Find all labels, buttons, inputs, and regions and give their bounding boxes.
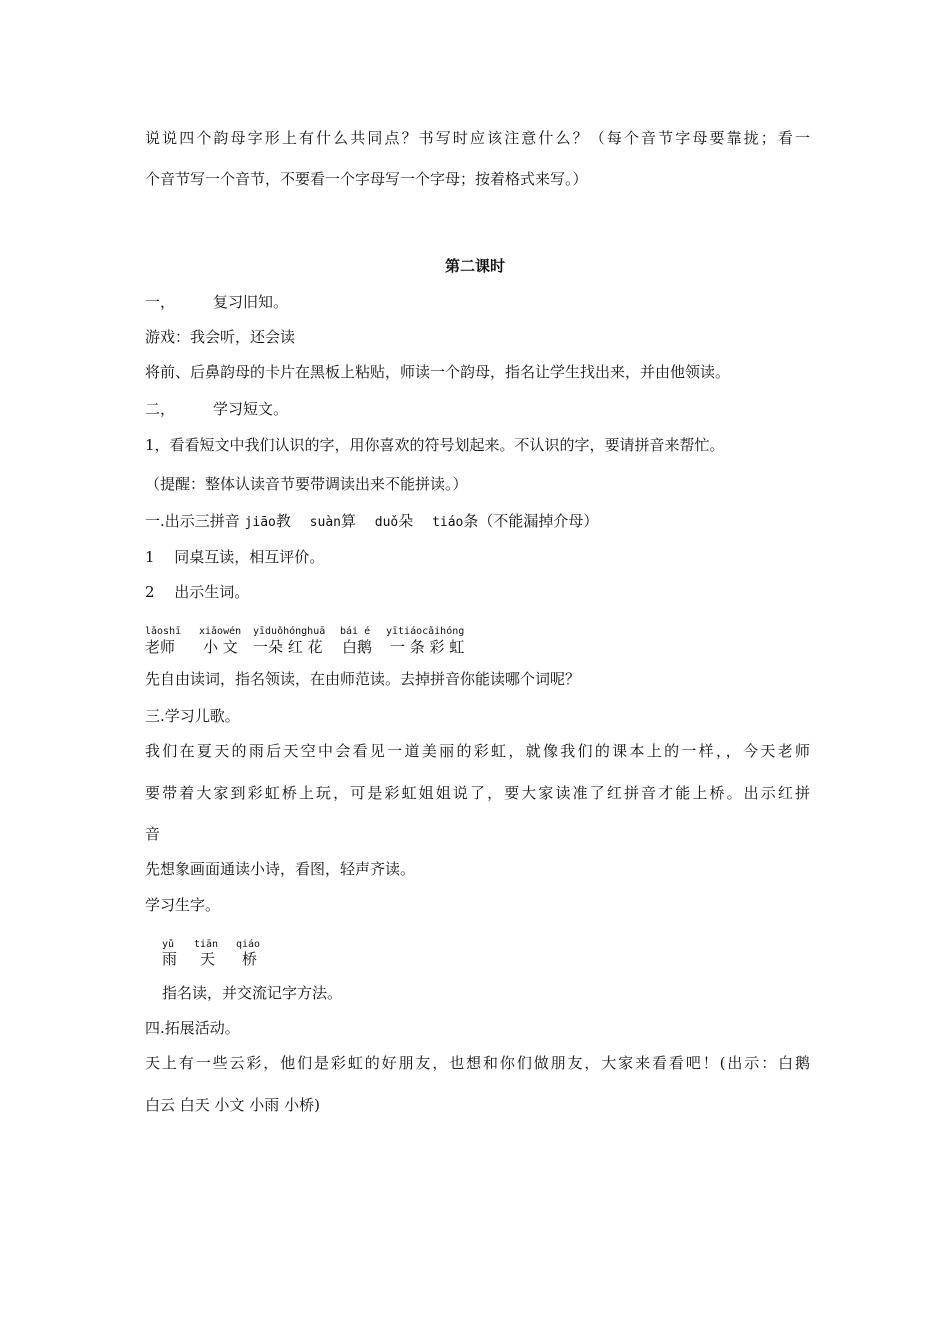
char-qiao: 桥 bbox=[242, 950, 258, 968]
triple-pinyin-suffix: （不能漏掉介母） bbox=[478, 512, 599, 530]
intro-line-2: 个音节写一个音节，不要看一个字母写一个字母；按着格式来写。） bbox=[145, 170, 588, 188]
rainbow-line-3: 音 bbox=[145, 825, 161, 843]
char-tiao: 条 bbox=[463, 512, 479, 530]
read-words: 先自由读词，指名领读，在由师范读。去掉拼音你能读哪个词呢？ bbox=[145, 670, 581, 688]
rainbow-line-2: 要带着大家到彩虹桥上玩，可是彩虹姐姐说了，要大家读准了红拼音才能上桥。出示红拼 bbox=[145, 784, 810, 802]
triple-pinyin-line bbox=[145, 511, 810, 533]
characters-method: 指名读，并交流记字方法。 bbox=[162, 984, 343, 1002]
word-yiduohonghua: 一朵 红 花 bbox=[253, 638, 323, 656]
pinyin-tian: tiān bbox=[194, 939, 219, 950]
section-three-heading: 三.学习儿歌。 bbox=[145, 707, 240, 725]
intro-line-1: 说说四个韵母字形上有什么共同点？书写时应该注意什么？（每个音节字母要靠拢；看一 bbox=[145, 129, 810, 147]
pinyin-qiao: qiáo bbox=[236, 939, 261, 950]
step-one: 1，看看短文中我们认识的字，用你喜欢的符号划起来。不认识的字，要请拼音来帮忙。 bbox=[145, 436, 725, 454]
section-one-number: 一， bbox=[145, 293, 176, 311]
word-laoshi: 老师 bbox=[145, 638, 176, 656]
pinyin-suan: suàn bbox=[309, 515, 341, 530]
pinyin-yu: yǔ bbox=[162, 939, 175, 950]
pinyin-tiao: tiáo bbox=[432, 515, 464, 530]
section-four-heading: 四.拓展活动。 bbox=[145, 1019, 240, 1037]
step-show-words: 2 出示生词。 bbox=[145, 583, 250, 601]
game-title: 游戏：我会听，还会读 bbox=[145, 328, 296, 346]
triple-pinyin-prefix: 一.出示三拼音 bbox=[145, 512, 240, 530]
game-description: 将前、后鼻韵母的卡片在黑板上粘贴，师读一个韵母，指名让学生找出来，并由他领读。 bbox=[145, 363, 731, 381]
pinyin-yiduohonghua: yīduǒhónghuā bbox=[253, 626, 326, 637]
char-jiao: 教 bbox=[275, 512, 291, 530]
rainbow-line-1: 我们在夏天的雨后天空中会看见一道美丽的彩虹，就像我们的课本上的一样，，今天老师 bbox=[145, 742, 810, 760]
char-duo: 朵 bbox=[398, 512, 414, 530]
pinyin-yitiaocaihong: yītiáocǎihóng bbox=[386, 626, 465, 637]
pinyin-laoshi: lǎoshī bbox=[145, 626, 182, 637]
char-tian: 天 bbox=[200, 950, 216, 968]
clouds-line-2: 白云 白天 小文 小雨 小桥) bbox=[145, 1096, 320, 1114]
word-yitiaocaihong: 一 条 彩 虹 bbox=[390, 638, 465, 656]
section-two-text: 学习短文。 bbox=[213, 400, 289, 418]
pinyin-duo: duǒ bbox=[374, 515, 399, 530]
pinyin-baie: bái é bbox=[340, 626, 371, 637]
section-one-heading bbox=[145, 292, 810, 312]
word-xiaowen: 小 文 bbox=[203, 638, 238, 656]
learn-characters: 学习生字。 bbox=[145, 896, 221, 914]
step-peer-read: 1 同桌互读，相互评价。 bbox=[145, 548, 325, 566]
pinyin-xiaowen: xiǎowén bbox=[199, 626, 242, 637]
clouds-line-1: 天上有一些云彩，他们是彩虹的好朋友，也想和你们做朋友，大家来看看吧！(出示：白鹅 bbox=[145, 1054, 810, 1072]
section-title: 第二课时 bbox=[444, 257, 505, 275]
reminder-note: （提醒：整体认读音节要带调读出来不能拼读。） bbox=[145, 475, 468, 493]
section-two-number: 二， bbox=[145, 400, 176, 418]
char-yu: 雨 bbox=[162, 950, 178, 968]
char-suan: 算 bbox=[340, 512, 356, 530]
pinyin-jiao: jiāo bbox=[244, 515, 276, 530]
word-baie: 白鹅 bbox=[342, 638, 373, 656]
section-one-text: 复习旧知。 bbox=[213, 293, 289, 311]
section-two-heading bbox=[145, 399, 810, 419]
poem-reading: 先想象画面通读小诗，看图，轻声齐读。 bbox=[145, 860, 416, 878]
